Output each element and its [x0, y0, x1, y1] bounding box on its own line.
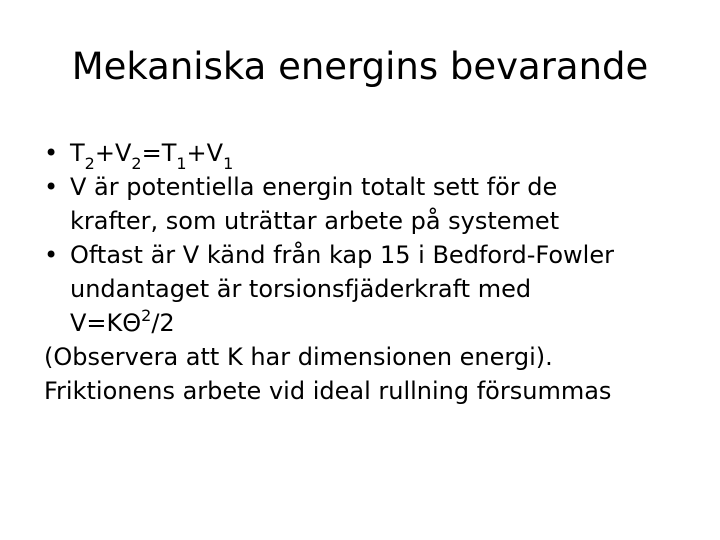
eq-sub: 2 [84, 154, 95, 173]
bullet-dot: • [44, 241, 59, 269]
eq-sub: 2 [131, 154, 142, 173]
slide-body [44, 136, 694, 408]
formula-part: V=KΘ [70, 309, 142, 337]
torsion-formula [44, 306, 694, 340]
bullet-bedford-fowler [44, 238, 694, 272]
bullet-text: undantaget är torsionsfjäderkraft med [70, 275, 532, 303]
note-observe: (Observera att K har dimensionen energi). [44, 343, 553, 371]
bullet-dot: • [44, 173, 59, 201]
bullet-text: V är potentiella energin totalt sett för de [70, 173, 558, 201]
formula-superscript: 2 [141, 306, 152, 325]
bullet-text: Oftast är V känd från kap 15 i Bedford-Fowler [70, 241, 614, 269]
bullet-dot: • [44, 139, 59, 167]
bullet-continuation [44, 272, 694, 306]
bullet-energy-equation [44, 136, 694, 173]
eq-sub: 1 [176, 154, 187, 173]
eq-sub: 1 [223, 154, 234, 173]
eq-v: +V [94, 139, 132, 167]
bullet-continuation [44, 204, 694, 238]
bullet-potential-energy [44, 170, 694, 204]
eq-t: T [70, 139, 85, 167]
equation [70, 139, 234, 173]
eq-v: +V [186, 139, 224, 167]
eq-t: =T [141, 139, 177, 167]
note-friction: Friktionens arbete vid ideal rullning försummas [44, 377, 612, 405]
formula-part: /2 [151, 309, 175, 337]
slide-title: Mekaniska energins bevarande [71, 45, 649, 88]
bullet-text: krafter, som uträttar arbete på systemet [70, 207, 560, 235]
